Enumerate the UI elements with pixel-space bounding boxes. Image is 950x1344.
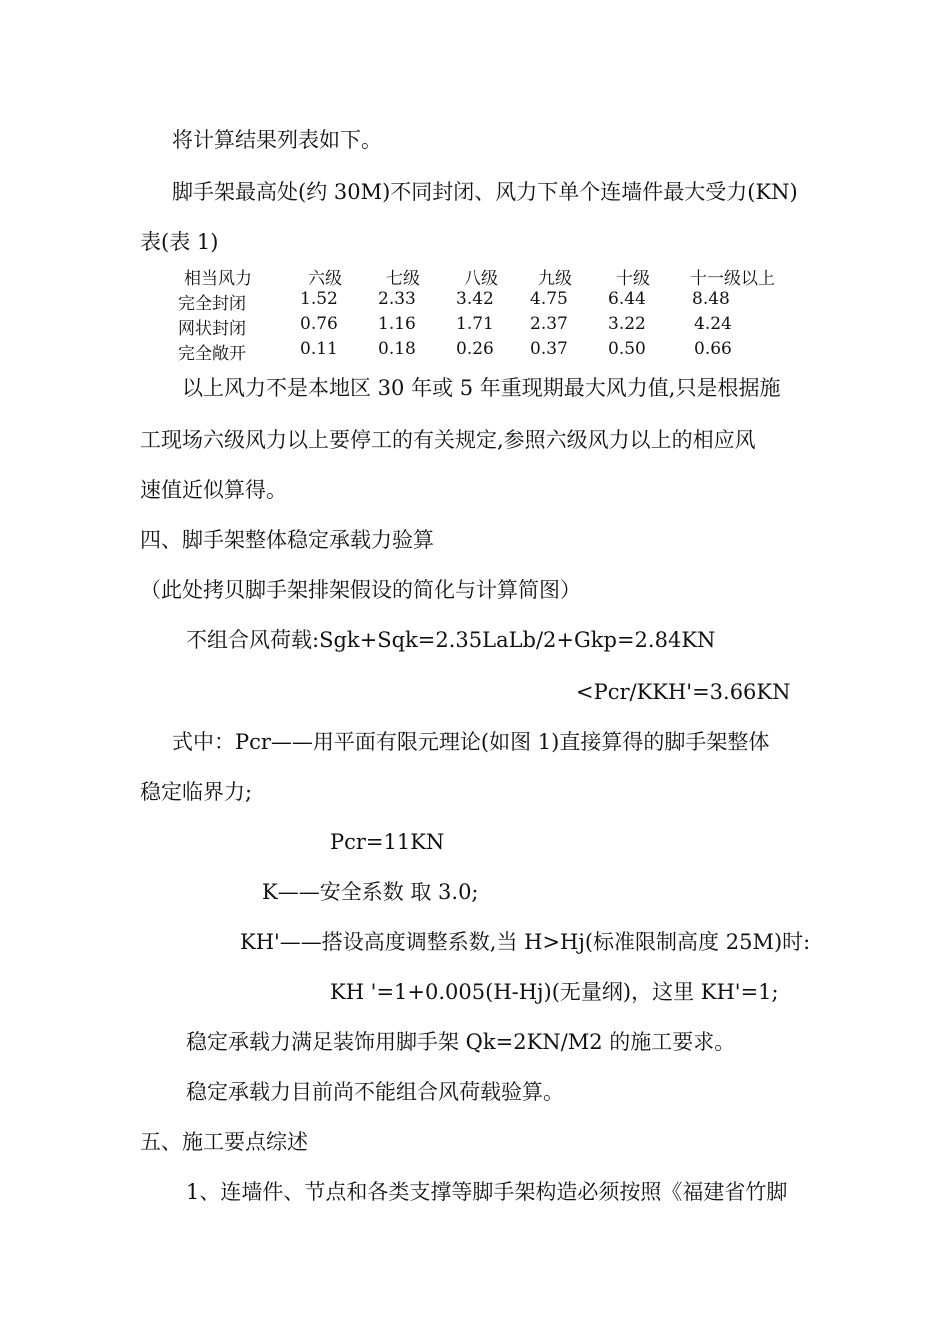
- table-cell: 0.76: [300, 314, 338, 334]
- table-cell: 3.22: [608, 314, 646, 334]
- formula-k: K——安全系数 取 3.0;: [262, 880, 479, 904]
- table-header-cell: 九级: [538, 269, 572, 289]
- table-header-cell: 六级: [308, 269, 342, 289]
- line-p18: 1、连墙件、节点和各类支撑等脚手架构造必须按照《福建省竹脚: [186, 1180, 788, 1204]
- section-heading-5: 五、施工要点综述: [140, 1130, 308, 1154]
- table-header-cell: 十级: [616, 269, 650, 289]
- line-p3: 表(表 1): [140, 230, 219, 254]
- table-cell: 4.24: [694, 314, 732, 334]
- line-p7: （此处拷贝脚手架排架假设的简化与计算简图）: [140, 578, 581, 602]
- table-cell: 完全敞开: [178, 344, 246, 364]
- line-p10: 式中：Pcr——用平面有限元理论(如图 1)直接算得的脚手架整体: [172, 730, 770, 754]
- table-header-cell: 七级: [386, 269, 420, 289]
- table-cell: 0.11: [300, 339, 338, 359]
- table-cell: 4.75: [530, 289, 568, 309]
- line-p16: 稳定承载力满足装饰用脚手架 Qk=2KN/M2 的施工要求。: [186, 1030, 736, 1054]
- table-cell: 2.37: [530, 314, 568, 334]
- formula-line-1: 不组合风荷载:Sgk+Sqk=2.35LaLb/2+Gkp=2.84KN: [186, 628, 716, 652]
- table-cell: 1.71: [456, 314, 494, 334]
- table-cell: 0.66: [694, 339, 732, 359]
- formula-pcr: Pcr=11KN: [330, 830, 445, 854]
- table-cell: 1.52: [300, 289, 338, 309]
- table-cell: 1.16: [378, 314, 416, 334]
- table-cell: 6.44: [608, 289, 646, 309]
- table-cell: 3.42: [456, 289, 494, 309]
- table-cell: 完全封闭: [178, 294, 246, 314]
- line-p2: 脚手架最高处(约 30M)不同封闭、风力下单个连墙件最大受力(KN): [172, 180, 798, 204]
- table-cell: 网状封闭: [178, 319, 246, 339]
- table-cell: 8.48: [692, 289, 730, 309]
- section-heading-4: 四、脚手架整体稳定承载力验算: [140, 528, 434, 552]
- line-p5: 工现场六级风力以上要停工的有关规定,参照六级风力以上的相应风: [140, 428, 756, 452]
- line-p17: 稳定承载力目前尚不能组合风荷载验算。: [186, 1080, 564, 1104]
- table-header-cell: 十一级以上: [690, 269, 775, 289]
- table-header-cell: 八级: [464, 269, 498, 289]
- table-cell: 0.26: [456, 339, 494, 359]
- formula-kh-value: KH '=1+0.005(H-Hj)(无量纲)，这里 KH'=1;: [330, 980, 779, 1004]
- table-cell: 2.33: [378, 289, 416, 309]
- table-cell: 0.18: [378, 339, 416, 359]
- table-header-cell: 相当风力: [184, 269, 252, 289]
- line-p11: 稳定临界力;: [140, 780, 253, 804]
- line-p6: 速值近似算得。: [140, 478, 287, 502]
- table-cell: 0.50: [608, 339, 646, 359]
- formula-kh: KH'——搭设高度调整系数,当 H>Hj(标准限制高度 25M)时:: [240, 930, 811, 954]
- line-p1: 将计算结果列表如下。: [172, 128, 382, 152]
- formula-line-2: <Pcr/KKH'=3.66KN: [576, 680, 791, 704]
- table-cell: 0.37: [530, 339, 568, 359]
- line-p4: 以上风力不是本地区 30 年或 5 年重现期最大风力值,只是根据施: [182, 376, 781, 400]
